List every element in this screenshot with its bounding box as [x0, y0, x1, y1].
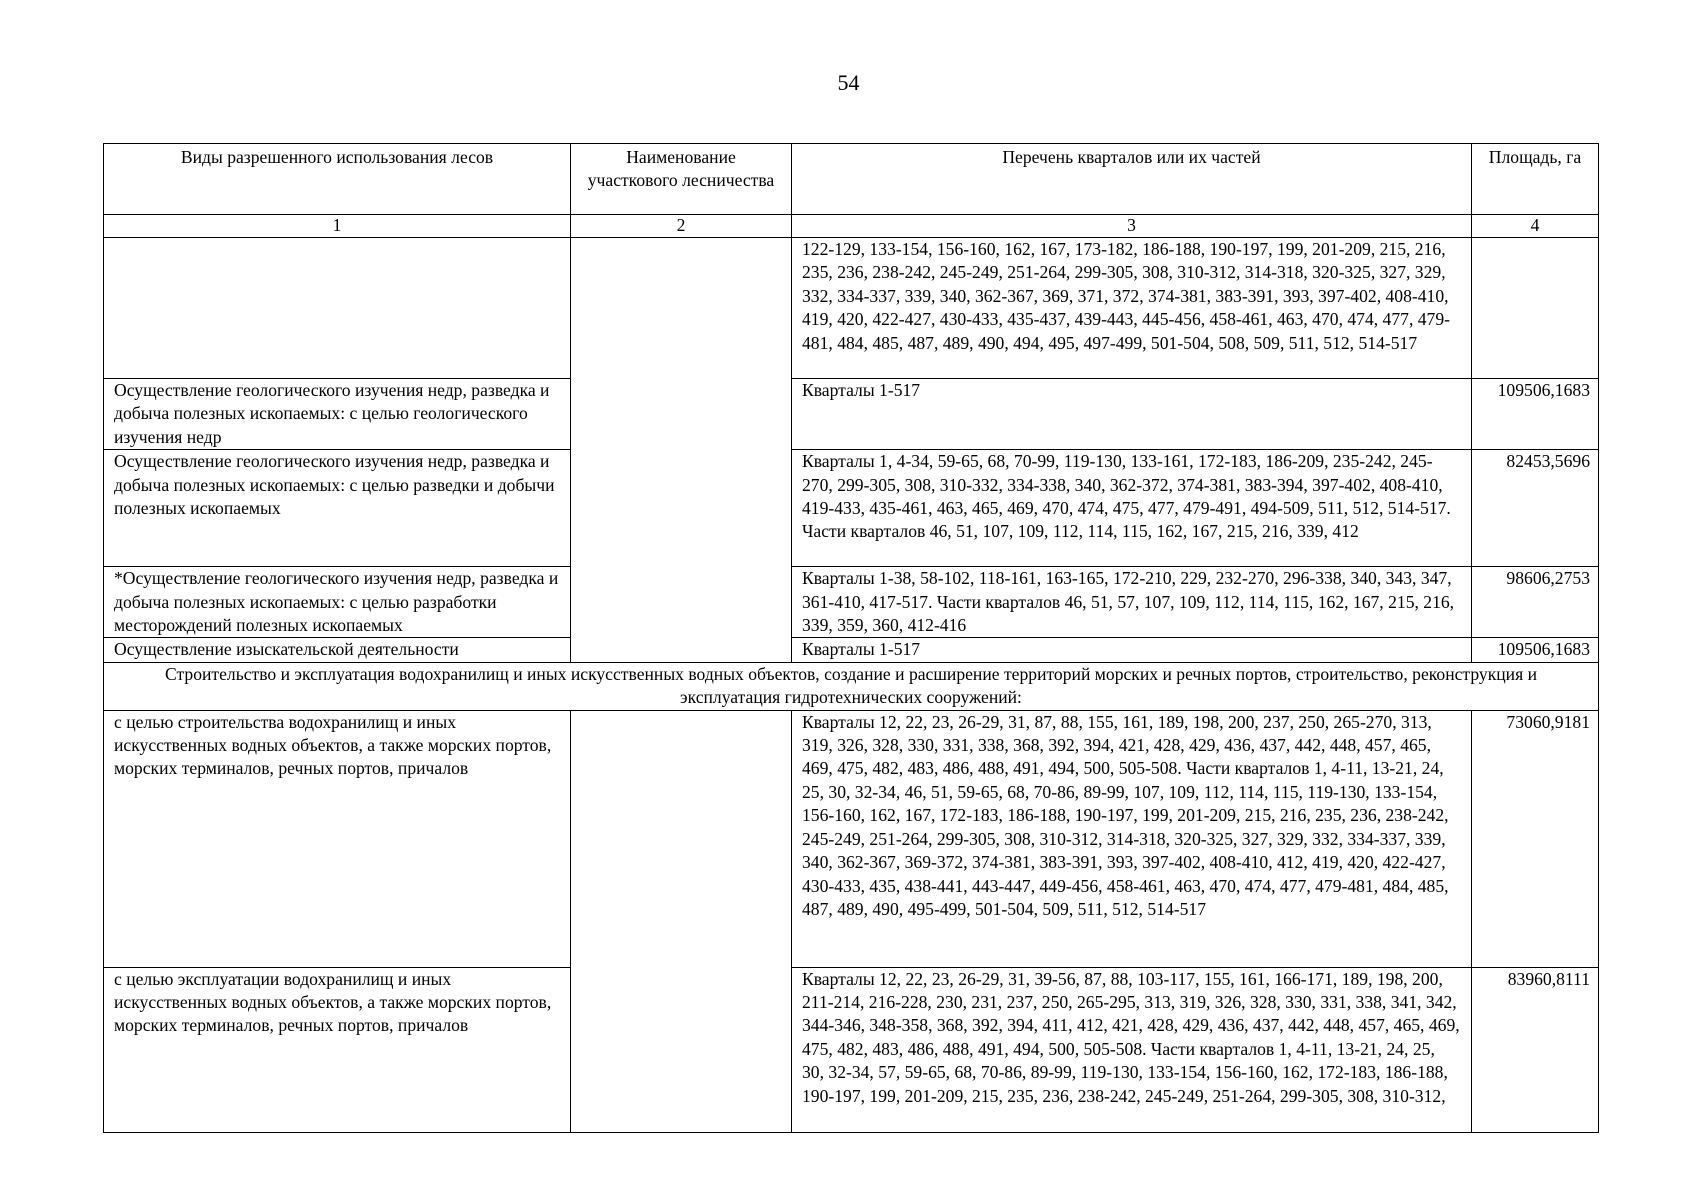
quarters-cell: Кварталы 12, 22, 23, 26-29, 31, 39-56, 87, 88, 103-117, 155, 161, 166-171, 189, 198, 200, 211-214, 216-228, 230, 231, 237, 250, 265-295, 313, 319, 326, 328, 330, 331, 338, 341, 342, 344-346, 348-358, 368, 392, 394, 411, 412, 421, 428, 429, 436, 437, 442, 448, 457, 465, 469, 475, 482, 483, 486, 488, 491, 494, 500, 505-508. Части кварталов 1, 4-11, 13-21, 24, 25, 30, 32-34, 57, 59-65, 68, 70-86, 89-99, 119-130, 133-154, 156-160, 162, 172-183, 186-188, 190-197, 199, 201-209, 215, 235, 236, 238-242, 245-249, 251-264, 299-305, 308, 310-312, [792, 967, 1472, 1132]
page-number: 54 [837, 70, 860, 95]
table-row [104, 567, 1599, 638]
district-name-cell [571, 238, 792, 663]
table-row [104, 238, 1599, 379]
column-number: 1 [104, 215, 571, 238]
section-title: Строительство и эксплуатация водохранилищ и иных искусственных водных объектов, создание и расширение территорий морских и речных портов, строительство, реконструкция и эксплуатация гидротехнических сооружений: [104, 662, 1599, 710]
area-cell: 98606,2753 [1472, 567, 1599, 638]
column-number: 2 [571, 215, 792, 238]
area-cell: 73060,9181 [1472, 710, 1599, 967]
forest-use-cell: Осуществление геологического изучения недр, разведка и добыча полезных ископаемых: с целью геологического изучения недр [104, 379, 571, 450]
forest-use-cell [104, 238, 571, 379]
column-number: 4 [1472, 215, 1599, 238]
table-header-row [104, 144, 1599, 215]
area-cell: 109506,1683 [1472, 638, 1599, 662]
area-cell: 109506,1683 [1472, 379, 1599, 450]
forest-use-table [103, 143, 1599, 1133]
table-row [104, 638, 1599, 662]
header-area: Площадь, га [1472, 144, 1599, 215]
district-name-cell [571, 710, 792, 1132]
forest-use-cell: Осуществление геологического изучения недр, разведка и добыча полезных ископаемых: с целью разведки и добычи полезных ископаемых [104, 450, 571, 567]
header-quarters-list: Перечень кварталов или их частей [792, 144, 1472, 215]
header-forest-use: Виды разрешенного использования лесов [104, 144, 571, 215]
quarters-cell: Кварталы 1-517 [792, 638, 1472, 662]
table-row [104, 379, 1599, 450]
column-number: 3 [792, 215, 1472, 238]
column-number-row [104, 215, 1599, 238]
quarters-cell: Кварталы 1, 4-34, 59-65, 68, 70-99, 119-130, 133-161, 172-183, 186-209, 235-242, 245-270, 299-305, 308, 310-332, 334-338, 340, 362-372, 374-381, 383-394, 397-402, 408-410, 419-433, 435-461, 463, 465, 469, 470, 474, 475, 477, 479-491, 494-509, 511, 512, 514-517. Части кварталов 46, 51, 107, 109, 112, 114, 115, 162, 167, 215, 216, 339, 412 [792, 450, 1472, 567]
quarters-cell: 122-129, 133-154, 156-160, 162, 167, 173-182, 186-188, 190-197, 199, 201-209, 215, 216, 235, 236, 238-242, 245-249, 251-264, 299-305, 308, 310-312, 314-318, 320-325, 327, 329, 332, 334-337, 339, 340, 362-367, 369, 371, 372, 374-381, 383-391, 393, 397-402, 408-410, 419, 420, 422-427, 430-433, 435-437, 439-443, 445-456, 458-461, 463, 470, 474, 477, 479-481, 484, 485, 487, 489, 490, 494, 495, 497-499, 501-504, 508, 509, 511, 512, 514-517 [792, 238, 1472, 379]
table-row [104, 710, 1599, 967]
forest-use-cell: с целью эксплуатации водохранилищ и иных искусственных водных объектов, а также морских портов, морских терминалов, речных портов, причалов [104, 967, 571, 1132]
area-cell [1472, 238, 1599, 379]
section-title-row [104, 662, 1599, 710]
header-district-name: Наименование участкового лесничества [571, 144, 792, 215]
forest-use-cell: с целью строительства водохранилищ и иных искусственных водных объектов, а также морских портов, морских терминалов, речных портов, причалов [104, 710, 571, 967]
quarters-cell: Кварталы 1-517 [792, 379, 1472, 450]
table-row [104, 450, 1599, 567]
forest-use-cell: *Осуществление геологического изучения недр, разведка и добыча полезных ископаемых: с целью разработки месторождений полезных ископаемых [104, 567, 571, 638]
area-cell: 83960,8111 [1472, 967, 1599, 1132]
table-row [104, 967, 1599, 1132]
quarters-cell: Кварталы 1-38, 58-102, 118-161, 163-165, 172-210, 229, 232-270, 296-338, 340, 343, 347, 361-410, 417-517. Части кварталов 46, 51, 57, 107, 109, 112, 114, 115, 162, 167, 215, 216, 339, 359, 360, 412-416 [792, 567, 1472, 638]
forest-use-cell: Осуществление изыскательской деятельности [104, 638, 571, 662]
area-cell: 82453,5696 [1472, 450, 1599, 567]
quarters-cell: Кварталы 12, 22, 23, 26-29, 31, 87, 88, 155, 161, 189, 198, 200, 237, 250, 265-270, 313, 319, 326, 328, 330, 331, 338, 368, 392, 394, 421, 428, 429, 436, 437, 442, 448, 457, 465, 469, 475, 482, 483, 486, 488, 491, 494, 500, 505-508. Части кварталов 1, 4-11, 13-21, 24, 25, 30, 32-34, 46, 51, 59-65, 68, 70-86, 89-99, 107, 109, 112, 114, 115, 119-130, 133-154, 156-160, 162, 167, 172-183, 186-188, 190-197, 199, 201-209, 215, 216, 235, 236, 238-242, 245-249, 251-264, 299-305, 308, 310-312, 314-318, 320-325, 327, 329, 332, 334-337, 339, 340, 362-367, 369-372, 374-381, 383-391, 393, 397-402, 408-410, 412, 419, 420, 422-427, 430-433, 435, 438-441, 443-447, 449-456, 458-461, 463, 470, 474, 477, 479-481, 484, 485, 487, 489, 490, 495-499, 501-504, 509, 511, 512, 514-517 [792, 710, 1472, 967]
